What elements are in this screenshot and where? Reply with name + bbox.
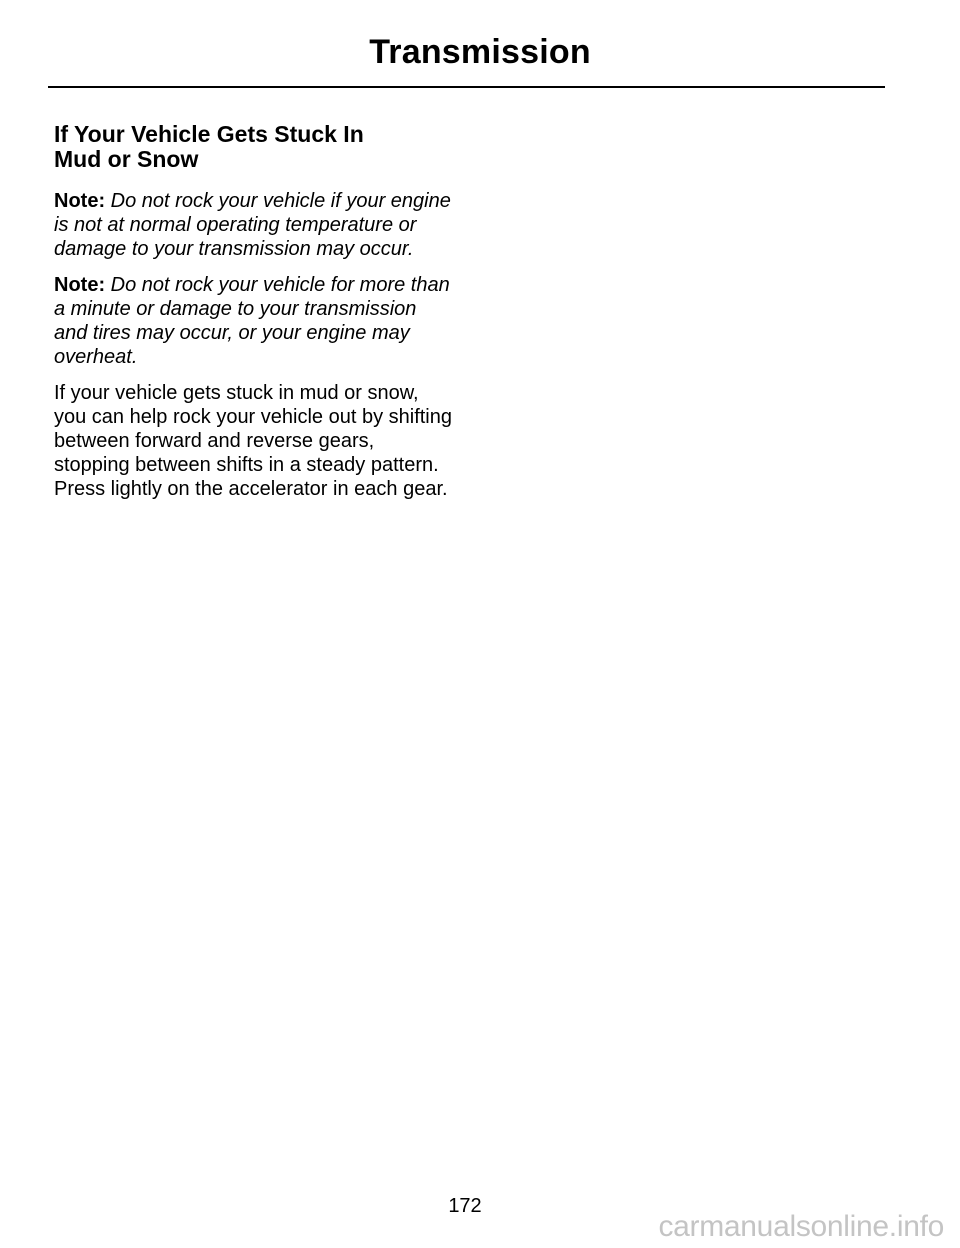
note-text: Do not rock your vehicle if your engine is not at normal operating temperature or damage to your transmission may occur.	[54, 190, 451, 260]
section-heading	[54, 122, 454, 172]
note-label: Note:	[54, 190, 106, 212]
body-paragraph: If your vehicle gets stuck in mud or snow, you can help rock your vehicle out by shifting between forward and reverse gears, stopping between shifts in a steady pattern. Press lightly on the accelerator in each gear.	[54, 382, 452, 500]
note-paragraph-2	[54, 273, 454, 369]
page-number: 172	[448, 1195, 482, 1217]
section-heading-line-2: Mud or Snow	[54, 146, 199, 172]
watermark-text: carmanualsonline.info	[658, 1210, 944, 1243]
content-column	[54, 122, 454, 513]
note-label: Note:	[54, 274, 106, 296]
header-divider	[48, 86, 885, 88]
note-paragraph-1	[54, 189, 454, 261]
page-title: Transmission	[369, 33, 591, 71]
note-text: Do not rock your vehicle for more than a minute or damage to your transmission and tires may occur, or your engine may overheat.	[54, 274, 450, 368]
section-heading-line-1: If Your Vehicle Gets Stuck In	[54, 121, 364, 147]
